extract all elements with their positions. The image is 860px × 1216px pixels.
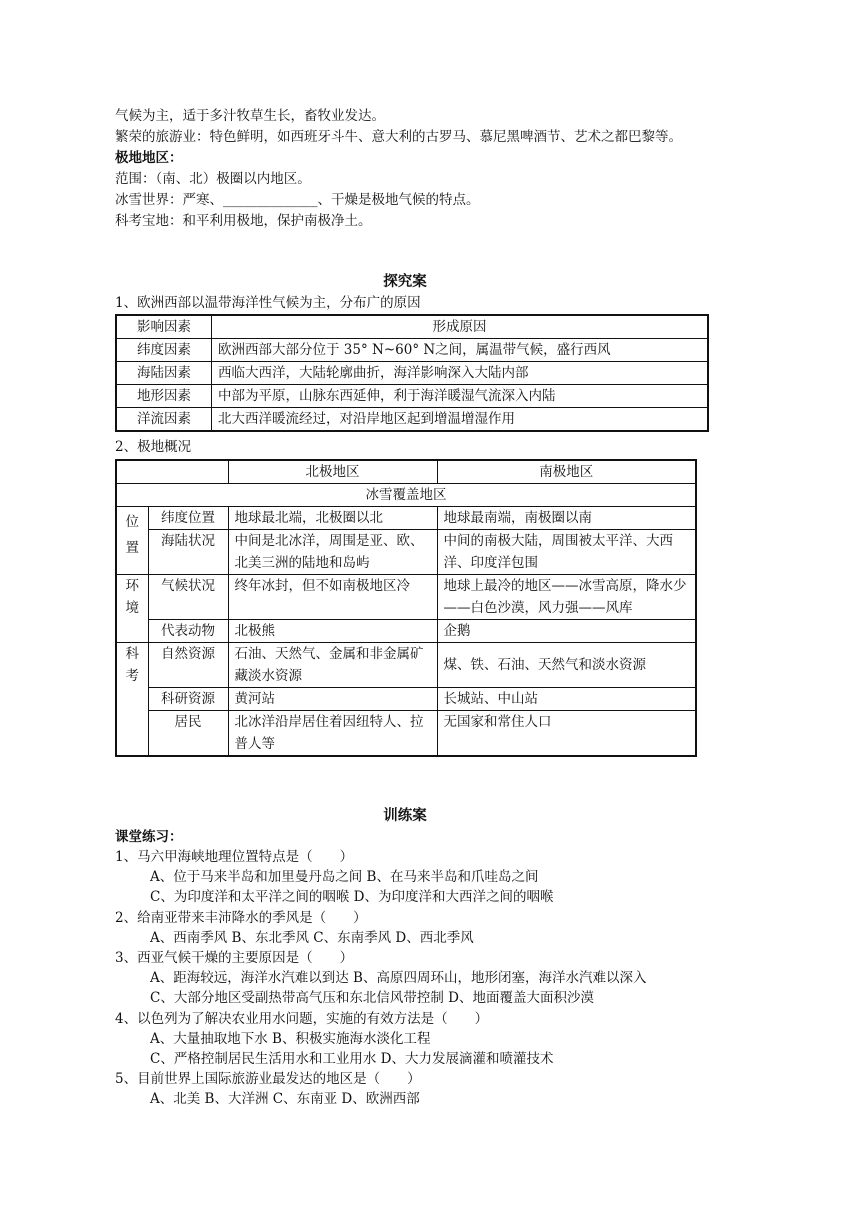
polar-table xyxy=(115,459,697,757)
section-title-training: 训练案 xyxy=(383,808,427,824)
table-cell: 煤、铁、石油、天然气和淡水资源 xyxy=(437,643,696,688)
row-label: 气候状况 xyxy=(148,575,228,620)
text-line: 范围：（南、北）极圈以内地区。 xyxy=(115,171,311,187)
section-title-explore: 探究案 xyxy=(383,274,427,290)
table-cell: 北极熊 xyxy=(228,620,437,643)
question-options: C、严格控制居民生活用水和工业用水 D、大力发展滴灌和喷灌技术 xyxy=(150,1051,554,1067)
row-label: 自然资源 xyxy=(148,643,228,688)
table-cell: 地球最南端，南极圈以南 xyxy=(437,507,696,530)
table-cell: 中间是北冰洋，周围是亚、欧、北美三洲的陆地和岛屿 xyxy=(228,530,437,575)
table-cell: 北冰洋沿岸居住着因纽特人、拉普人等 xyxy=(228,711,437,757)
row-label: 居民 xyxy=(148,711,228,757)
text-line: 气候为主，适于多汁牧草生长，畜牧业发达。 xyxy=(115,108,385,124)
question-options: A、位于马来半岛和加里曼丹岛之间 B、在马来半岛和爪哇岛之间 xyxy=(150,869,539,885)
table-cell: 地形因素 xyxy=(116,385,212,408)
question: 3、西亚气候干燥的主要原因是（ ） xyxy=(115,950,354,966)
table-cell: 海陆因素 xyxy=(116,362,212,385)
group-label-position: 位置 xyxy=(116,507,148,575)
table-header: 形成原因 xyxy=(212,315,709,339)
table-cell: 欧洲西部大部分位于 35° N~60° N之间，属温带气候，盛行西风 xyxy=(212,339,709,362)
table-corner xyxy=(116,460,228,484)
table-header-south: 南极地区 xyxy=(437,460,696,484)
question: 1、马六甲海峡地理位置特点是（ ） xyxy=(115,849,354,865)
table-cell: 洋流因素 xyxy=(116,408,212,432)
question-options: A、大量抽取地下水 B、积极实施海水淡化工程 xyxy=(150,1031,431,1047)
table-header-north: 北极地区 xyxy=(228,460,437,484)
question-options: A、北美 B、大洋洲 C、东南亚 D、欧洲西部 xyxy=(150,1091,420,1107)
table-cell: 终年冰封，但不如南极地区冷 xyxy=(228,575,437,620)
practice-heading: 课堂练习： xyxy=(115,829,183,845)
text-line: 科考宝地：和平利用极地，保护南极净土。 xyxy=(115,213,372,229)
question-options: A、西南季风 B、东北季风 C、东南季风 D、西北季风 xyxy=(150,930,474,946)
row-label: 海陆状况 xyxy=(148,530,228,575)
question-2-label: 2、极地概况 xyxy=(115,439,192,455)
table-cell: 地球最北端，北极圈以北 xyxy=(228,507,437,530)
row-label: 代表动物 xyxy=(148,620,228,643)
text-line: 冰雪世界：严寒、______________、干燥是极地气候的特点。 xyxy=(115,192,480,208)
row-label: 纬度位置 xyxy=(148,507,228,530)
table-cell: 石油、天然气、金属和非金属矿藏淡水资源 xyxy=(228,643,437,688)
question: 4、以色列为了解决农业用水问题，实施的有效方法是（ ） xyxy=(115,1011,489,1027)
question-options: C、大部分地区受副热带高气压和东北信风带控制 D、地面覆盖大面积沙漠 xyxy=(150,990,594,1006)
table-common-row: 冰雪覆盖地区 xyxy=(116,484,696,507)
table-cell: 中间的南极大陆，周围被太平洋、大西洋、印度洋包围 xyxy=(437,530,696,575)
group-label-research: 科考 xyxy=(116,643,148,757)
question-1-label: 1、欧洲西部以温带海洋性气候为主，分布广的原因 xyxy=(115,295,421,311)
question: 5、目前世界上国际旅游业最发达的地区是（ ） xyxy=(115,1071,421,1087)
question-options: C、为印度洋和太平洋之间的咽喉 D、为印度洋和大西洋之间的咽喉 xyxy=(150,889,554,905)
table-cell: 中部为平原，山脉东西延伸，利于海洋暖湿气流深入内陆 xyxy=(212,385,709,408)
table-cell: 纬度因素 xyxy=(116,339,212,362)
table-cell: 企鹅 xyxy=(437,620,696,643)
question: 2、给南亚带来丰沛降水的季风是（ ） xyxy=(115,910,367,926)
table-cell: 黄河站 xyxy=(228,688,437,711)
table-header: 影响因素 xyxy=(116,315,212,339)
row-label: 科研资源 xyxy=(148,688,228,711)
group-label-environment: 环境 xyxy=(116,575,148,643)
polar-heading: 极地地区： xyxy=(115,150,183,166)
question-options: A、距海较远，海洋水汽难以到达 B、高原四周环山，地形闭塞，海洋水汽难以深入 xyxy=(150,970,647,986)
table-cell: 地球上最冷的地区——冰雪高原，降水少——白色沙漠，风力强——风库 xyxy=(437,575,696,620)
factor-table xyxy=(115,314,709,432)
table-cell: 无国家和常住人口 xyxy=(437,711,696,757)
text-line: 繁荣的旅游业：特色鲜明，如西班牙斗牛、意大利的古罗马、慕尼黑啤酒节、艺术之都巴黎等。 xyxy=(115,129,682,145)
table-cell: 北大西洋暖流经过，对沿岸地区起到增温增湿作用 xyxy=(212,408,709,432)
table-cell: 长城站、中山站 xyxy=(437,688,696,711)
table-cell: 西临大西洋，大陆轮廓曲折，海洋影响深入大陆内部 xyxy=(212,362,709,385)
